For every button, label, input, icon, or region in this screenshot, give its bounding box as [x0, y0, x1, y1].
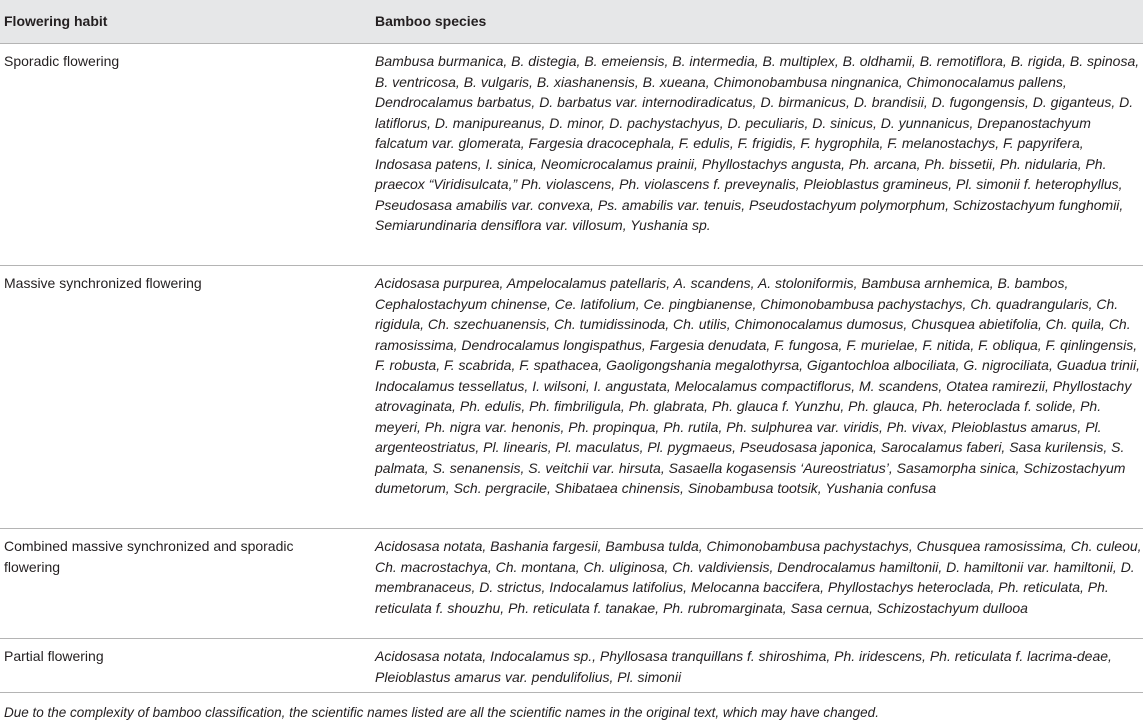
table-row	[0, 266, 1143, 529]
table-body	[0, 44, 1143, 693]
table-row	[0, 529, 1143, 639]
flowering-habit-cell: Partial flowering	[4, 648, 104, 664]
header-row	[0, 0, 1143, 44]
table-header	[0, 0, 1143, 44]
flowering-habit-cell: Massive synchronized flowering	[4, 275, 202, 291]
flowering-habit-cell: Sporadic flowering	[4, 53, 120, 69]
bamboo-species-cell: Acidosasa notata, Indocalamus sp., Phyllosasa tranquillans f. shiroshima, Ph. iridescens, Ph. reticulata f. lacrima-deae, Pleioblastus amarus var. pendulifolius, Pl. simonii	[375, 648, 1112, 685]
header-bamboo-species: Bamboo species	[371, 0, 1143, 44]
header-flowering-habit: Flowering habit	[0, 0, 371, 44]
bamboo-species-cell: Acidosasa purpurea, Ampelocalamus patellaris, A. scandens, A. stoloniformis, Bambusa arnhemica, B. bambos, Cephalostachyum chinense, Ce. latifolium, Ce. pingbianense, Chimonobambusa pachystachys, Ch. quadrangularis, Ch. rigidula, Ch. szechuanensis, Ch. tumidissinoda, Ch. utilis, Chimonocalamus dumosus, Chusquea abietifolia, Ch. quila, Ch. ramosissima, Dendrocalamus longispathus, Fargesia denudata, F. fungosa, F. murielae, F. nitida, F. obliqua, F. qinlingensis, F. robusta, F. scabrida, F. spathacea, Gaoligongshania megalothyrsa, Gigantochloa albociliata, G. nigrociliata, Guadua trinii, Indocalamus tessellatus, I. wilsoni, I. angustata, Melocalamus compactiflorus, M. scandens, Otatea ramirezii, Phyllostachy atrovaginata, Ph. edulis, Ph. fimbriligula, Ph. glabrata, Ph. glauca f. Yunzhu, Ph. glauca, Ph. heteroclada f. solide, Ph. meyeri, Ph. nigra var. henonis, Ph. propinqua, Ph. rutila, Ph. sulphurea var. viridis, Ph. vivax, Pleioblastus amarus, Pl. argenteostriatus, Pl. linearis, Pl. maculatus, Pl. pygmaeus, Pseudosasa japonica, Sarocalamus faberi, Sasa kurilensis, S. palmata, S. senanensis, S. veitchii var. hirsuta, Sasaella kogasensis ‘Aureostriatus’, Sasamorpha sinica, Schizostachyum dumetorum, Sch. pergracile, Shibataea chinensis, Sinobambusa tootsik, Yushania confusa	[375, 275, 1141, 496]
table-row	[0, 44, 1143, 266]
bamboo-species-cell: Acidosasa notata, Bashania fargesii, Bambusa tulda, Chimonobambusa pachystachys, Chusquea ramosissima, Ch. culeou, Ch. macrostachya, Ch. montana, Ch. uliginosa, Ch. valdiviensis, Dendrocalamus hamiltonii, D. hamiltonii var. hamiltonii, D. membranaceus, D. strictus, Indocalamus latifolius, Melocanna baccifera, Phyllostachys heteroclada, Ph. reticulata, Ph. reticulata f. shouzhu, Ph. reticulata f. tanakae, Ph. rubromarginata, Sasa cernua, Schizostachyum dullooa	[375, 538, 1142, 616]
flowering-habit-cell: Combined massive synchronized and sporadic flowering	[4, 538, 294, 575]
table-footnote: Due to the complexity of bamboo classification, the scientific names listed are all the scientific names in the original text, which may have changed.	[4, 705, 879, 720]
bamboo-species-cell: Bambusa burmanica, B. distegia, B. emeiensis, B. intermedia, B. multiplex, B. oldhamii, B. remotiflora, B. rigida, B. spinosa, B. ventricosa, B. vulgaris, B. xiashanensis, B. xueana, Chimonobambusa ningnanica, Chimonocalamus pallens, Dendrocalamus barbatus, D. barbatus var. internodiradicatus, D. birmanicus, D. brandisii, D. fugongensis, D. giganteus, D. latiflorus, D. manipureanus, D. minor, D. pachystachyus, D. peculiaris, D. sinicus, D. yunnanicus, Drepanostachyum falcatum var. glomerata, Fargesia dracocephala, F. edulis, F. frigidis, F. hygrophila, F. melanostachys, F. papyrifera, Indosasa patens, I. sinica, Neomicrocalamus prainii, Phyllostachys angusta, Ph. arcana, Ph. bissetii, Ph. nidularia, Ph. praecox “Viridisulcata,” Ph. violascens, Ph. violascens f. preveynalis, Pleioblastus gramineus, Pl. simonii f. heterophyllus, Pseudosasa amabilis var. convexa, Ps. amabilis var. tenuis, Pseudostachyum polymorphum, Schizostachyum funghomii, Semiarundinaria densiflora var. villosum, Yushania sp.	[375, 53, 1140, 233]
table-row	[0, 639, 1143, 693]
